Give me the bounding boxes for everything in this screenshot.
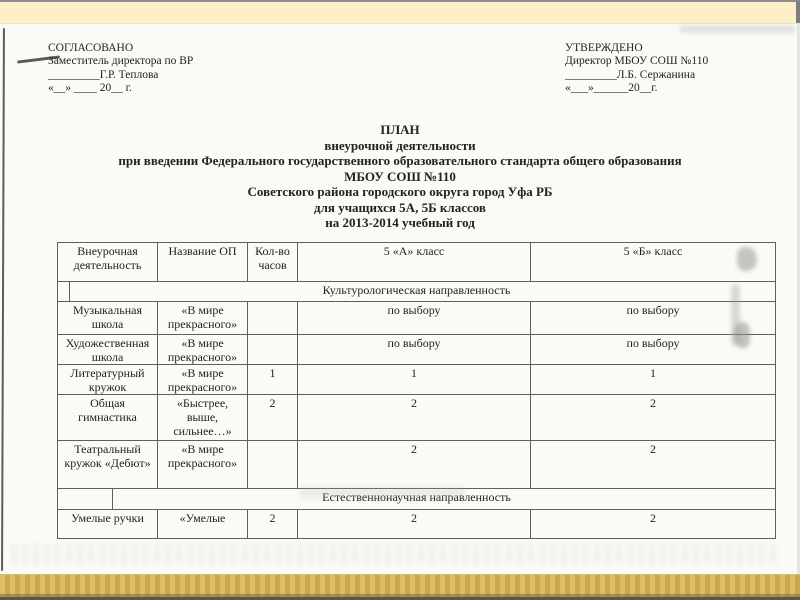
cell-hours: 1 [248,365,298,395]
cell-program: «В мире прекрасного» [158,335,248,365]
title-line-activity: внеурочной деятельности [324,137,476,153]
cell-activity: Художественная школа [58,335,158,365]
bottom-border-band [0,574,800,600]
cell-hours [248,335,298,365]
cell-hours [248,302,298,335]
cell-class-a: по выбору [298,302,531,335]
approval-block-right [565,42,708,96]
cell-hours: 2 [248,510,298,539]
approved-date: «___»______20__г. [565,82,658,95]
cell-activity: Театральный кружок «Дебют» [58,441,158,489]
approved-signature: _________Л.Б. Сержанина [565,68,696,81]
title-line-classes: для учащихся 5А, 5Б классов [314,199,486,215]
cell-program: «В мире прекрасного» [158,302,248,335]
section-row-culturological [58,282,776,302]
title-line-plan: ПЛАН [380,122,420,137]
table-row [58,395,776,441]
cell-program: «В мире прекрасного» [158,441,248,489]
cell-class-a: 2 [298,395,531,441]
scan-bleedthrough [300,487,465,498]
title-line-standard: при введении Федерального государственного образовательного стандарта общего образования [118,153,682,168]
page-edge-shadow [1,28,5,571]
table-row [58,365,776,395]
title-line-school: МБОУ СОШ №110 [344,168,456,184]
top-border-band [0,0,800,23]
title-line-year: на 2013-2014 учебный год [325,215,475,230]
scan-smudge [734,322,750,348]
cell-activity: Общая гимнастика [58,395,158,441]
agreed-label: СОГЛАСОВАНО [48,42,134,54]
cell-class-b: по выбору [531,335,776,365]
header-activity: Внеурочная деятельность [58,243,158,282]
cell-class-b: 2 [531,441,776,489]
cell-class-b: по выбору [531,302,776,335]
header-class-b: 5 «Б» класс [531,243,776,282]
agreed-position: Заместитель директора по ВР [48,55,194,68]
table-row [58,335,776,365]
section-label: Естественнонаучная направленность [322,490,511,505]
cell-class-a: 1 [298,365,531,395]
table-row [58,510,776,539]
cell-class-b: 1 [531,365,776,395]
document-title [0,122,800,231]
cell-program: «В мире прекрасного» [158,365,248,395]
cell-hours [248,441,298,489]
title-line-district: Советского района городского округа город Уфа РБ [247,184,553,199]
header-hours: Кол-во часов [248,243,298,282]
table-header-row [58,243,776,282]
cell-activity: Музыкальная школа [58,302,158,335]
cell-program: «Умелые [158,510,248,539]
approved-position: Директор МБОУ СОШ №110 [565,55,709,68]
approval-block-left [48,42,193,96]
cell-class-b: 2 [531,395,776,441]
section-sliver-line [112,489,113,509]
cell-activity: Умелые ручки [58,510,158,539]
cell-hours: 2 [248,395,298,441]
approved-label: УТВЕРЖДЕНО [565,42,643,54]
scan-smudge [737,247,757,271]
agreed-signature: _________Г.Р. Теплова [48,68,159,81]
cell-program: «Быстрее, выше, сильнее…» [158,395,248,441]
cell-class-b: 2 [531,510,776,539]
section-sliver-line [69,282,70,301]
scan-bleedthrough [12,544,782,565]
scan-smudge-top [680,25,795,33]
cell-class-a: по выбору [298,335,531,365]
cell-class-a: 2 [298,441,531,489]
section-label: Культурологическая направленность [322,283,511,297]
agreed-date: «__» ____ 20__ г. [48,82,132,95]
header-class-a: 5 «А» класс [298,243,531,282]
table-row [58,302,776,335]
header-program: Название ОП [158,243,248,282]
table-row [58,441,776,489]
cell-class-a: 2 [298,510,531,539]
cell-activity: Литературный кружок [58,365,158,395]
